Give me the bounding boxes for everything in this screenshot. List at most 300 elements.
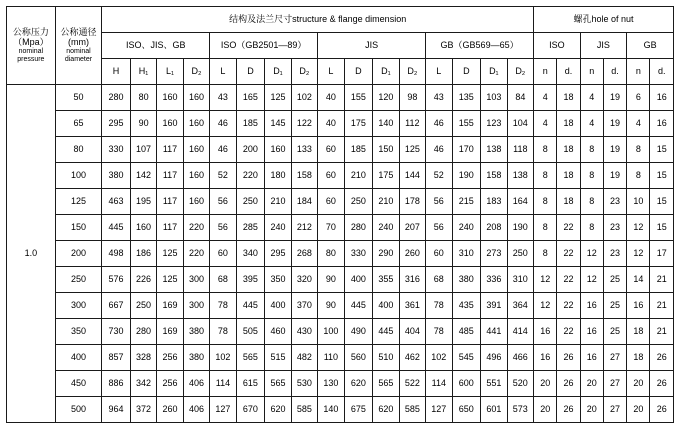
cell-value: 155	[344, 85, 373, 111]
cell-value: 169	[157, 293, 183, 319]
holes-standard-iso: ISO	[534, 33, 581, 59]
nominal-diameter-value: 150	[55, 215, 102, 241]
col-symbol-gb-L: L	[426, 59, 452, 85]
cell-value: 18	[627, 319, 650, 345]
cell-value: 336	[481, 267, 507, 293]
cell-value: 675	[344, 397, 373, 423]
table-row	[7, 293, 674, 319]
cell-value: 114	[210, 371, 236, 397]
cell-value: 22	[557, 319, 580, 345]
cell-value: 15	[650, 189, 674, 215]
cell-value: 15	[650, 137, 674, 163]
cell-value: 576	[102, 267, 131, 293]
cell-value: 300	[183, 293, 209, 319]
cell-value: 667	[102, 293, 131, 319]
cell-value: 125	[399, 137, 425, 163]
cell-value: 485	[452, 319, 481, 345]
cell-value: 140	[373, 111, 399, 137]
cell-value: 380	[102, 163, 131, 189]
cell-value: 20	[627, 371, 650, 397]
cell-value: 295	[265, 241, 291, 267]
cell-value: 27	[603, 371, 626, 397]
cell-value: 90	[318, 267, 344, 293]
cell-value: 12	[580, 241, 603, 267]
cell-value: 103	[481, 85, 507, 111]
standard-gb569: GB（GB569—65）	[426, 33, 534, 59]
cell-value: 370	[291, 293, 317, 319]
cell-value: 406	[183, 397, 209, 423]
table-header	[7, 7, 674, 85]
cell-value: 330	[102, 137, 131, 163]
cell-value: 12	[534, 267, 557, 293]
cell-value: 585	[399, 397, 425, 423]
cell-value: 21	[650, 267, 674, 293]
cell-value: 133	[291, 137, 317, 163]
cell-value: 170	[452, 137, 481, 163]
cell-value: 280	[102, 85, 131, 111]
holes-standard-jis: JIS	[580, 33, 627, 59]
cell-value: 27	[603, 397, 626, 423]
cell-value: 160	[157, 111, 183, 137]
cell-value: 102	[291, 85, 317, 111]
nominal-diameter-value: 65	[55, 111, 102, 137]
cell-value: 4	[580, 111, 603, 137]
cell-value: 316	[399, 267, 425, 293]
group-header-structure: 结构及法兰尺寸structure & flange dimension	[102, 7, 534, 33]
cell-value: 145	[265, 111, 291, 137]
col-symbol-holes-jis-n: n	[580, 59, 603, 85]
cell-value: 80	[130, 85, 156, 111]
cell-value: 158	[481, 163, 507, 189]
cell-value: 60	[210, 241, 236, 267]
col-symbol-holes-gb-n: n	[627, 59, 650, 85]
col-symbol-iso-D1: D₁	[265, 59, 291, 85]
cell-value: 20	[534, 397, 557, 423]
cell-value: 210	[344, 163, 373, 189]
cell-value: 140	[318, 397, 344, 423]
cell-value: 26	[650, 345, 674, 371]
header-row-groups	[7, 7, 674, 33]
nominal-diameter-value: 80	[55, 137, 102, 163]
cell-value: 342	[130, 371, 156, 397]
cell-value: 8	[627, 163, 650, 189]
cell-value: 18	[557, 111, 580, 137]
cell-value: 620	[373, 397, 399, 423]
cell-value: 414	[507, 319, 534, 345]
table-row	[7, 189, 674, 215]
cell-value: 60	[318, 137, 344, 163]
cell-value: 8	[580, 215, 603, 241]
cell-value: 160	[183, 85, 209, 111]
cell-value: 18	[557, 163, 580, 189]
cell-value: 144	[399, 163, 425, 189]
cell-value: 498	[102, 241, 131, 267]
cell-value: 16	[580, 319, 603, 345]
cell-value: 515	[265, 345, 291, 371]
cell-value: 138	[481, 137, 507, 163]
cell-value: 12	[627, 215, 650, 241]
cell-value: 118	[507, 137, 534, 163]
cell-value: 364	[507, 293, 534, 319]
cell-value: 40	[318, 85, 344, 111]
cell-value: 8	[580, 189, 603, 215]
cell-value: 857	[102, 345, 131, 371]
cell-value: 256	[157, 345, 183, 371]
cell-value: 112	[399, 111, 425, 137]
col-symbol-H1: H₁	[130, 59, 156, 85]
nominal-diameter-value: 300	[55, 293, 102, 319]
cell-value: 138	[507, 163, 534, 189]
cell-value: 256	[157, 371, 183, 397]
cell-value: 250	[130, 293, 156, 319]
cell-value: 160	[157, 85, 183, 111]
cell-value: 730	[102, 319, 131, 345]
nominal-diameter-value: 450	[55, 371, 102, 397]
cell-value: 380	[183, 345, 209, 371]
cell-value: 183	[481, 189, 507, 215]
cell-value: 340	[236, 241, 265, 267]
cell-value: 260	[399, 241, 425, 267]
cell-value: 19	[603, 85, 626, 111]
col-symbol-jis-D1: D₁	[373, 59, 399, 85]
cell-value: 123	[481, 111, 507, 137]
table-row	[7, 267, 674, 293]
holes-standard-gb: GB	[627, 33, 674, 59]
cell-value: 19	[603, 137, 626, 163]
cell-value: 46	[426, 137, 452, 163]
cell-value: 80	[318, 241, 344, 267]
cell-value: 160	[130, 215, 156, 241]
cell-value: 220	[183, 241, 209, 267]
cell-value: 496	[481, 345, 507, 371]
table-body	[7, 85, 674, 423]
col-symbol-gb-D: D	[452, 59, 481, 85]
cell-value: 15	[650, 215, 674, 241]
cell-value: 190	[507, 215, 534, 241]
cell-value: 220	[183, 215, 209, 241]
cell-value: 280	[130, 319, 156, 345]
standard-iso-gb2501: ISO（GB2501—89）	[210, 33, 318, 59]
col-symbol-gb-D2: D₂	[507, 59, 534, 85]
cell-value: 26	[557, 371, 580, 397]
cell-value: 406	[183, 371, 209, 397]
cell-value: 190	[452, 163, 481, 189]
cell-value: 8	[534, 137, 557, 163]
cell-value: 165	[236, 85, 265, 111]
cell-value: 328	[130, 345, 156, 371]
cell-value: 250	[507, 241, 534, 267]
cell-value: 210	[373, 189, 399, 215]
cell-value: 435	[452, 293, 481, 319]
table-row	[7, 111, 674, 137]
corner-diameter-unit: (mm)	[67, 37, 89, 48]
cell-value: 212	[291, 215, 317, 241]
cell-value: 52	[210, 163, 236, 189]
table-row	[7, 371, 674, 397]
cell-value: 16	[650, 85, 674, 111]
cell-value: 620	[344, 371, 373, 397]
table-row	[7, 85, 674, 111]
cell-value: 240	[373, 215, 399, 241]
cell-value: 12	[627, 241, 650, 267]
cell-value: 355	[373, 267, 399, 293]
cell-value: 585	[291, 397, 317, 423]
cell-value: 522	[399, 371, 425, 397]
cell-value: 615	[236, 371, 265, 397]
col-symbol-holes-jis-d: d.	[603, 59, 626, 85]
cell-value: 169	[157, 319, 183, 345]
cell-value: 22	[557, 241, 580, 267]
cell-value: 20	[580, 397, 603, 423]
cell-value: 23	[603, 215, 626, 241]
cell-value: 23	[603, 241, 626, 267]
cell-value: 520	[507, 371, 534, 397]
cell-value: 15	[650, 163, 674, 189]
cell-value: 208	[481, 215, 507, 241]
cell-value: 130	[318, 371, 344, 397]
cell-value: 56	[210, 215, 236, 241]
corner-diameter-label	[55, 7, 102, 85]
cell-value: 78	[426, 319, 452, 345]
cell-value: 18	[627, 345, 650, 371]
cell-value: 68	[426, 267, 452, 293]
nominal-diameter-value: 350	[55, 319, 102, 345]
cell-value: 250	[236, 189, 265, 215]
cell-value: 300	[183, 267, 209, 293]
cell-value: 160	[183, 163, 209, 189]
col-symbol-holes-iso-d: d.	[557, 59, 580, 85]
cell-value: 46	[426, 111, 452, 137]
cell-value: 117	[157, 163, 183, 189]
cell-value: 150	[373, 137, 399, 163]
cell-value: 565	[265, 371, 291, 397]
cell-value: 8	[580, 137, 603, 163]
table-row	[7, 163, 674, 189]
cell-value: 8	[534, 241, 557, 267]
cell-value: 12	[580, 267, 603, 293]
cell-value: 260	[157, 397, 183, 423]
col-symbol-gb-D1: D₁	[481, 59, 507, 85]
nominal-pressure-value: 1.0	[7, 85, 56, 423]
cell-value: 8	[534, 163, 557, 189]
cell-value: 175	[373, 163, 399, 189]
cell-value: 400	[373, 293, 399, 319]
cell-value: 320	[291, 267, 317, 293]
cell-value: 78	[426, 293, 452, 319]
cell-value: 127	[426, 397, 452, 423]
cell-value: 125	[157, 267, 183, 293]
col-symbol-holes-iso-n: n	[534, 59, 557, 85]
corner-diameter-cn: 公称通径	[60, 27, 97, 38]
cell-value: 21	[650, 319, 674, 345]
cell-value: 268	[291, 241, 317, 267]
cell-value: 395	[236, 267, 265, 293]
cell-value: 158	[291, 163, 317, 189]
cell-value: 886	[102, 371, 131, 397]
cell-value: 46	[210, 111, 236, 137]
cell-value: 122	[291, 111, 317, 137]
standard-jis: JIS	[318, 33, 426, 59]
cell-value: 226	[130, 267, 156, 293]
cell-value: 70	[318, 215, 344, 241]
cell-value: 178	[399, 189, 425, 215]
cell-value: 104	[507, 111, 534, 137]
cell-value: 445	[102, 215, 131, 241]
cell-value: 117	[157, 189, 183, 215]
cell-value: 16	[580, 293, 603, 319]
cell-value: 98	[399, 85, 425, 111]
nominal-diameter-value: 250	[55, 267, 102, 293]
cell-value: 107	[130, 137, 156, 163]
cell-value: 20	[627, 397, 650, 423]
cell-value: 127	[210, 397, 236, 423]
nominal-diameter-value: 125	[55, 189, 102, 215]
cell-value: 210	[265, 189, 291, 215]
cell-value: 19	[603, 163, 626, 189]
cell-value: 25	[603, 293, 626, 319]
cell-value: 4	[627, 111, 650, 137]
cell-value: 110	[318, 345, 344, 371]
cell-value: 164	[507, 189, 534, 215]
cell-value: 10	[627, 189, 650, 215]
corner-pressure-en2: pressure	[17, 55, 45, 63]
col-symbol-D0: D₂	[183, 59, 209, 85]
cell-value: 573	[507, 397, 534, 423]
cell-value: 430	[291, 319, 317, 345]
cell-value: 16	[534, 319, 557, 345]
cell-value: 361	[399, 293, 425, 319]
specification-table	[6, 6, 674, 423]
cell-value: 160	[183, 137, 209, 163]
cell-value: 466	[507, 345, 534, 371]
cell-value: 445	[344, 293, 373, 319]
cell-value: 22	[557, 215, 580, 241]
cell-value: 56	[426, 215, 452, 241]
cell-value: 4	[534, 85, 557, 111]
header-row-symbols	[7, 59, 674, 85]
table-row	[7, 215, 674, 241]
nominal-diameter-value: 50	[55, 85, 102, 111]
cell-value: 160	[183, 111, 209, 137]
cell-value: 195	[130, 189, 156, 215]
cell-value: 78	[210, 319, 236, 345]
col-symbol-L1: L₁	[157, 59, 183, 85]
cell-value: 18	[557, 189, 580, 215]
cell-value: 16	[534, 345, 557, 371]
corner-pressure-unit: （Mpa）	[13, 37, 49, 48]
cell-value: 964	[102, 397, 131, 423]
cell-value: 43	[426, 85, 452, 111]
cell-value: 310	[452, 241, 481, 267]
corner-diameter-en1: nominal	[66, 47, 91, 55]
col-symbol-iso-L: L	[210, 59, 236, 85]
cell-value: 4	[580, 85, 603, 111]
cell-value: 240	[265, 215, 291, 241]
corner-diameter-en2: diameter	[64, 55, 93, 63]
cell-value: 43	[210, 85, 236, 111]
cell-value: 8	[534, 215, 557, 241]
cell-value: 565	[373, 371, 399, 397]
cell-value: 90	[130, 111, 156, 137]
cell-value: 21	[650, 293, 674, 319]
cell-value: 102	[426, 345, 452, 371]
cell-value: 380	[183, 319, 209, 345]
cell-value: 445	[373, 319, 399, 345]
col-symbol-holes-gb-d: d.	[650, 59, 674, 85]
cell-value: 125	[157, 241, 183, 267]
cell-value: 18	[557, 85, 580, 111]
cell-value: 160	[183, 189, 209, 215]
cell-value: 510	[373, 345, 399, 371]
cell-value: 68	[210, 267, 236, 293]
cell-value: 56	[426, 189, 452, 215]
cell-value: 60	[426, 241, 452, 267]
col-symbol-jis-D: D	[344, 59, 373, 85]
col-symbol-jis-L: L	[318, 59, 344, 85]
cell-value: 185	[236, 111, 265, 137]
table-row	[7, 345, 674, 371]
cell-value: 6	[627, 85, 650, 111]
cell-value: 482	[291, 345, 317, 371]
cell-value: 60	[318, 163, 344, 189]
cell-value: 22	[557, 293, 580, 319]
cell-value: 391	[481, 293, 507, 319]
cell-value: 330	[344, 241, 373, 267]
cell-value: 19	[603, 111, 626, 137]
cell-value: 18	[557, 137, 580, 163]
cell-value: 117	[157, 137, 183, 163]
cell-value: 186	[130, 241, 156, 267]
cell-value: 404	[399, 319, 425, 345]
cell-value: 26	[557, 345, 580, 371]
cell-value: 40	[318, 111, 344, 137]
cell-value: 125	[265, 85, 291, 111]
cell-value: 20	[534, 371, 557, 397]
cell-value: 273	[481, 241, 507, 267]
standard-iso-jis-gb: ISO、JIS、GB	[102, 33, 210, 59]
cell-value: 52	[426, 163, 452, 189]
cell-value: 551	[481, 371, 507, 397]
cell-value: 380	[452, 267, 481, 293]
cell-value: 601	[481, 397, 507, 423]
cell-value: 142	[130, 163, 156, 189]
cell-value: 350	[265, 267, 291, 293]
cell-value: 240	[452, 215, 481, 241]
cell-value: 565	[236, 345, 265, 371]
cell-value: 463	[102, 189, 131, 215]
cell-value: 46	[210, 137, 236, 163]
cell-value: 650	[452, 397, 481, 423]
cell-value: 155	[452, 111, 481, 137]
cell-value: 250	[344, 189, 373, 215]
cell-value: 185	[344, 137, 373, 163]
cell-value: 285	[236, 215, 265, 241]
cell-value: 90	[318, 293, 344, 319]
cell-value: 16	[650, 111, 674, 137]
cell-value: 490	[344, 319, 373, 345]
cell-value: 505	[236, 319, 265, 345]
cell-value: 462	[399, 345, 425, 371]
cell-value: 25	[603, 267, 626, 293]
cell-value: 560	[344, 345, 373, 371]
cell-value: 14	[627, 267, 650, 293]
cell-value: 25	[603, 319, 626, 345]
table-row	[7, 137, 674, 163]
corner-pressure-cn: 公称压力	[12, 27, 49, 38]
cell-value: 84	[507, 85, 534, 111]
cell-value: 20	[580, 371, 603, 397]
cell-value: 16	[580, 345, 603, 371]
